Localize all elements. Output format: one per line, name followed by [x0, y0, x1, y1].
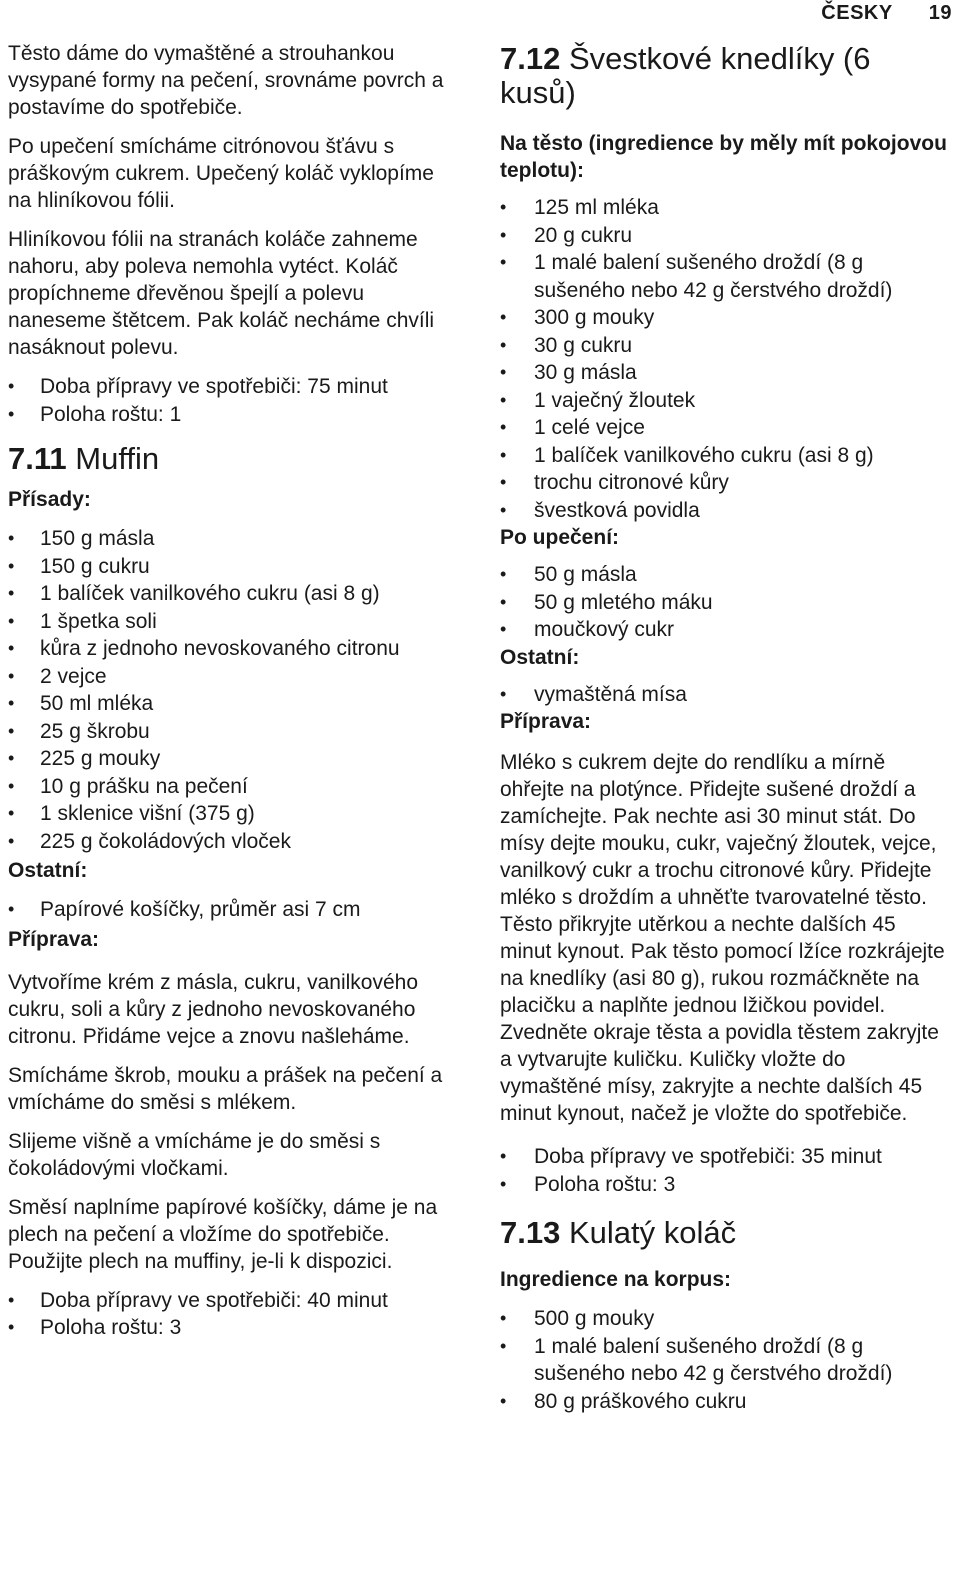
- preparation-bullet-list: [500, 1143, 952, 1198]
- list-item: • vymaštěná mísa: [500, 681, 952, 709]
- list-item: • Doba přípravy ve spotřebiči: 40 minut: [8, 1287, 460, 1315]
- list-item: • 150 g másla: [8, 525, 460, 553]
- page-number: 19: [928, 2, 952, 24]
- list-item: • 10 g prášku na pečení: [8, 773, 460, 801]
- intro-paragraph: Po upečení smícháme citrónovou šťávu s práškovým cukrem. Upečený koláč vyklopíme na hliníkovou fólii.: [8, 135, 434, 212]
- preparation-paragraph: Smícháme škrob, mouku a prášek na pečení a vmícháme do směsi s mlékem.: [8, 1063, 443, 1114]
- list-item: • 225 g mouky: [8, 745, 460, 773]
- preparation-paragraph: Mléko s cukrem dejte do rendlíku a mírně ohřejte na plotýnce. Přidejte sušené droždí a zamíchejte. Pak nechte asi 30 minut stát. Do mísy dejte mouku, cukr, vaječný žloutek, vejce, vanilkový cukr a trochu citronové kůry. Přidejte mléko s droždím a uhněťte tvarovatelné těsto. Těsto přikryjte utěrkou a nechte dalších 45 minut kynout. Pak těsto pomocí lžíce rozkrájejte na knedlíky (asi 80 g), rukou rozmáčkněte na placičku a naplňte jednou lžičkou povidel. Zvedněte okraje těsta a povidla těstem zakryjte a vytvarujte kuličku. Kuličky vložte do vymaštěné mísy, zakryjte a nechte dalších 45 minut kynout, načež je vložte do spotřebiče.: [500, 751, 945, 1125]
- list-item: • 1 malé balení sušeného droždí (8 g sušeného nebo 42 g čerstvého droždí): [500, 1333, 952, 1388]
- preparation-paragraph: Směsí naplníme papírové košíčky, dáme je na plech na pečení a vložíme do spotřebiče. Použijte plech na muffiny, je-li k dispozici.: [8, 1195, 438, 1273]
- list-item: • 30 g cukru: [500, 332, 952, 360]
- ingredients-list: [8, 525, 460, 855]
- list-item: • 225 g čokoládových vloček: [8, 828, 460, 856]
- list-item: • 80 g práškového cukru: [500, 1388, 952, 1416]
- after-baking-heading: Po upečení:: [500, 526, 620, 549]
- list-item: • 20 g cukru: [500, 222, 952, 250]
- section-heading-plum-dumplings: [500, 42, 952, 110]
- list-item: • 50 ml mléka: [8, 690, 460, 718]
- dough-heading: Na těsto (ingredience by měly mít pokojovou teplotu):: [500, 132, 947, 182]
- list-item: • švestková povidla: [500, 497, 952, 525]
- list-item: • moučkový cukr: [500, 616, 952, 644]
- intro-bullet-list: [8, 373, 460, 428]
- preparation-paragraph: Slijeme višně a vmícháme je do směsi s čokoládovými vločkami.: [8, 1129, 381, 1180]
- list-item: • 1 celé vejce: [500, 414, 952, 442]
- section-heading-muffin: [8, 442, 460, 476]
- list-item: • 2 vejce: [8, 663, 460, 691]
- list-item: • 25 g škrobu: [8, 718, 460, 746]
- other-heading: Ostatní:: [500, 645, 580, 669]
- list-item: • 1 špetka soli: [8, 608, 460, 636]
- intro-paragraph: Těsto dáme do vymaštěné a strouhankou vysypané formy na pečení, srovnáme povrch a postavíme do spotřebiče.: [8, 42, 444, 119]
- list-item: • Doba přípravy ve spotřebiči: 75 minut: [8, 373, 460, 401]
- list-item: • Poloha roštu: 3: [500, 1171, 952, 1199]
- list-item: • Poloha roštu: 1: [8, 401, 460, 429]
- section-number: 7.13: [500, 1215, 561, 1250]
- section-title: Muffin: [75, 441, 160, 476]
- after-baking-list: [500, 561, 952, 644]
- list-item: • 1 balíček vanilkového cukru (asi 8 g): [500, 442, 952, 470]
- section-number: 7.12: [500, 41, 561, 76]
- right-column: [500, 42, 952, 1423]
- section-title: Kulatý koláč: [568, 1215, 737, 1250]
- list-item: • Poloha roštu: 3: [8, 1314, 460, 1342]
- preparation-heading: Příprava:: [8, 927, 100, 951]
- list-item: • 1 sklenice višní (375 g): [8, 800, 460, 828]
- section-title: Švestkové knedlíky (6 kusů): [500, 41, 871, 110]
- final-bullet-list: [8, 1287, 460, 1342]
- page-header: [821, 2, 952, 25]
- other-list: [8, 896, 460, 924]
- list-item: • kůra z jednoho nevoskovaného citronu: [8, 635, 460, 663]
- language-label: ČESKY: [821, 2, 893, 24]
- section-heading-round-cake: [500, 1216, 952, 1250]
- preparation-heading: Příprava:: [500, 710, 592, 733]
- list-item: • 500 g mouky: [500, 1305, 952, 1333]
- list-item: • 300 g mouky: [500, 304, 952, 332]
- base-ingredients-list: [500, 1305, 952, 1415]
- dough-list: [500, 194, 952, 524]
- list-item: • trochu citronové kůry: [500, 469, 952, 497]
- intro-paragraph: Hliníkovou fólii na stranách koláče zahneme nahoru, aby poleva nemohla vytéct. Koláč propíchneme dřevěnou špejlí a polevu naneseme štětcem. Pak koláč necháme chvíli nasáknout polevu.: [8, 228, 435, 359]
- list-item: • Doba přípravy ve spotřebiči: 35 minut: [500, 1143, 952, 1171]
- ingredients-heading: Přísady:: [8, 488, 91, 511]
- list-item: • 30 g másla: [500, 359, 952, 387]
- other-heading: Ostatní:: [8, 859, 88, 882]
- left-column: [8, 40, 460, 1350]
- preparation-paragraph: Vytvoříme krém z másla, cukru, vanilkového cukru, soli a kůry z jednoho nevoskovaného citronu. Přidáme vejce a znovu našleháme.: [8, 970, 419, 1048]
- list-item: • 1 malé balení sušeného droždí (8 g sušeného nebo 42 g čerstvého droždí): [500, 249, 952, 304]
- other-list: [500, 681, 952, 709]
- list-item: • 1 balíček vanilkového cukru (asi 8 g): [8, 580, 460, 608]
- list-item: • 1 vaječný žloutek: [500, 387, 952, 415]
- base-ingredients-heading: Ingredience na korpus:: [500, 1268, 732, 1291]
- list-item: • 125 ml mléka: [500, 194, 952, 222]
- list-item: • 50 g mletého máku: [500, 589, 952, 617]
- list-item: • Papírové košíčky, průměr asi 7 cm: [8, 896, 460, 924]
- list-item: • 150 g cukru: [8, 553, 460, 581]
- section-number: 7.11: [8, 441, 67, 476]
- list-item: • 50 g másla: [500, 561, 952, 589]
